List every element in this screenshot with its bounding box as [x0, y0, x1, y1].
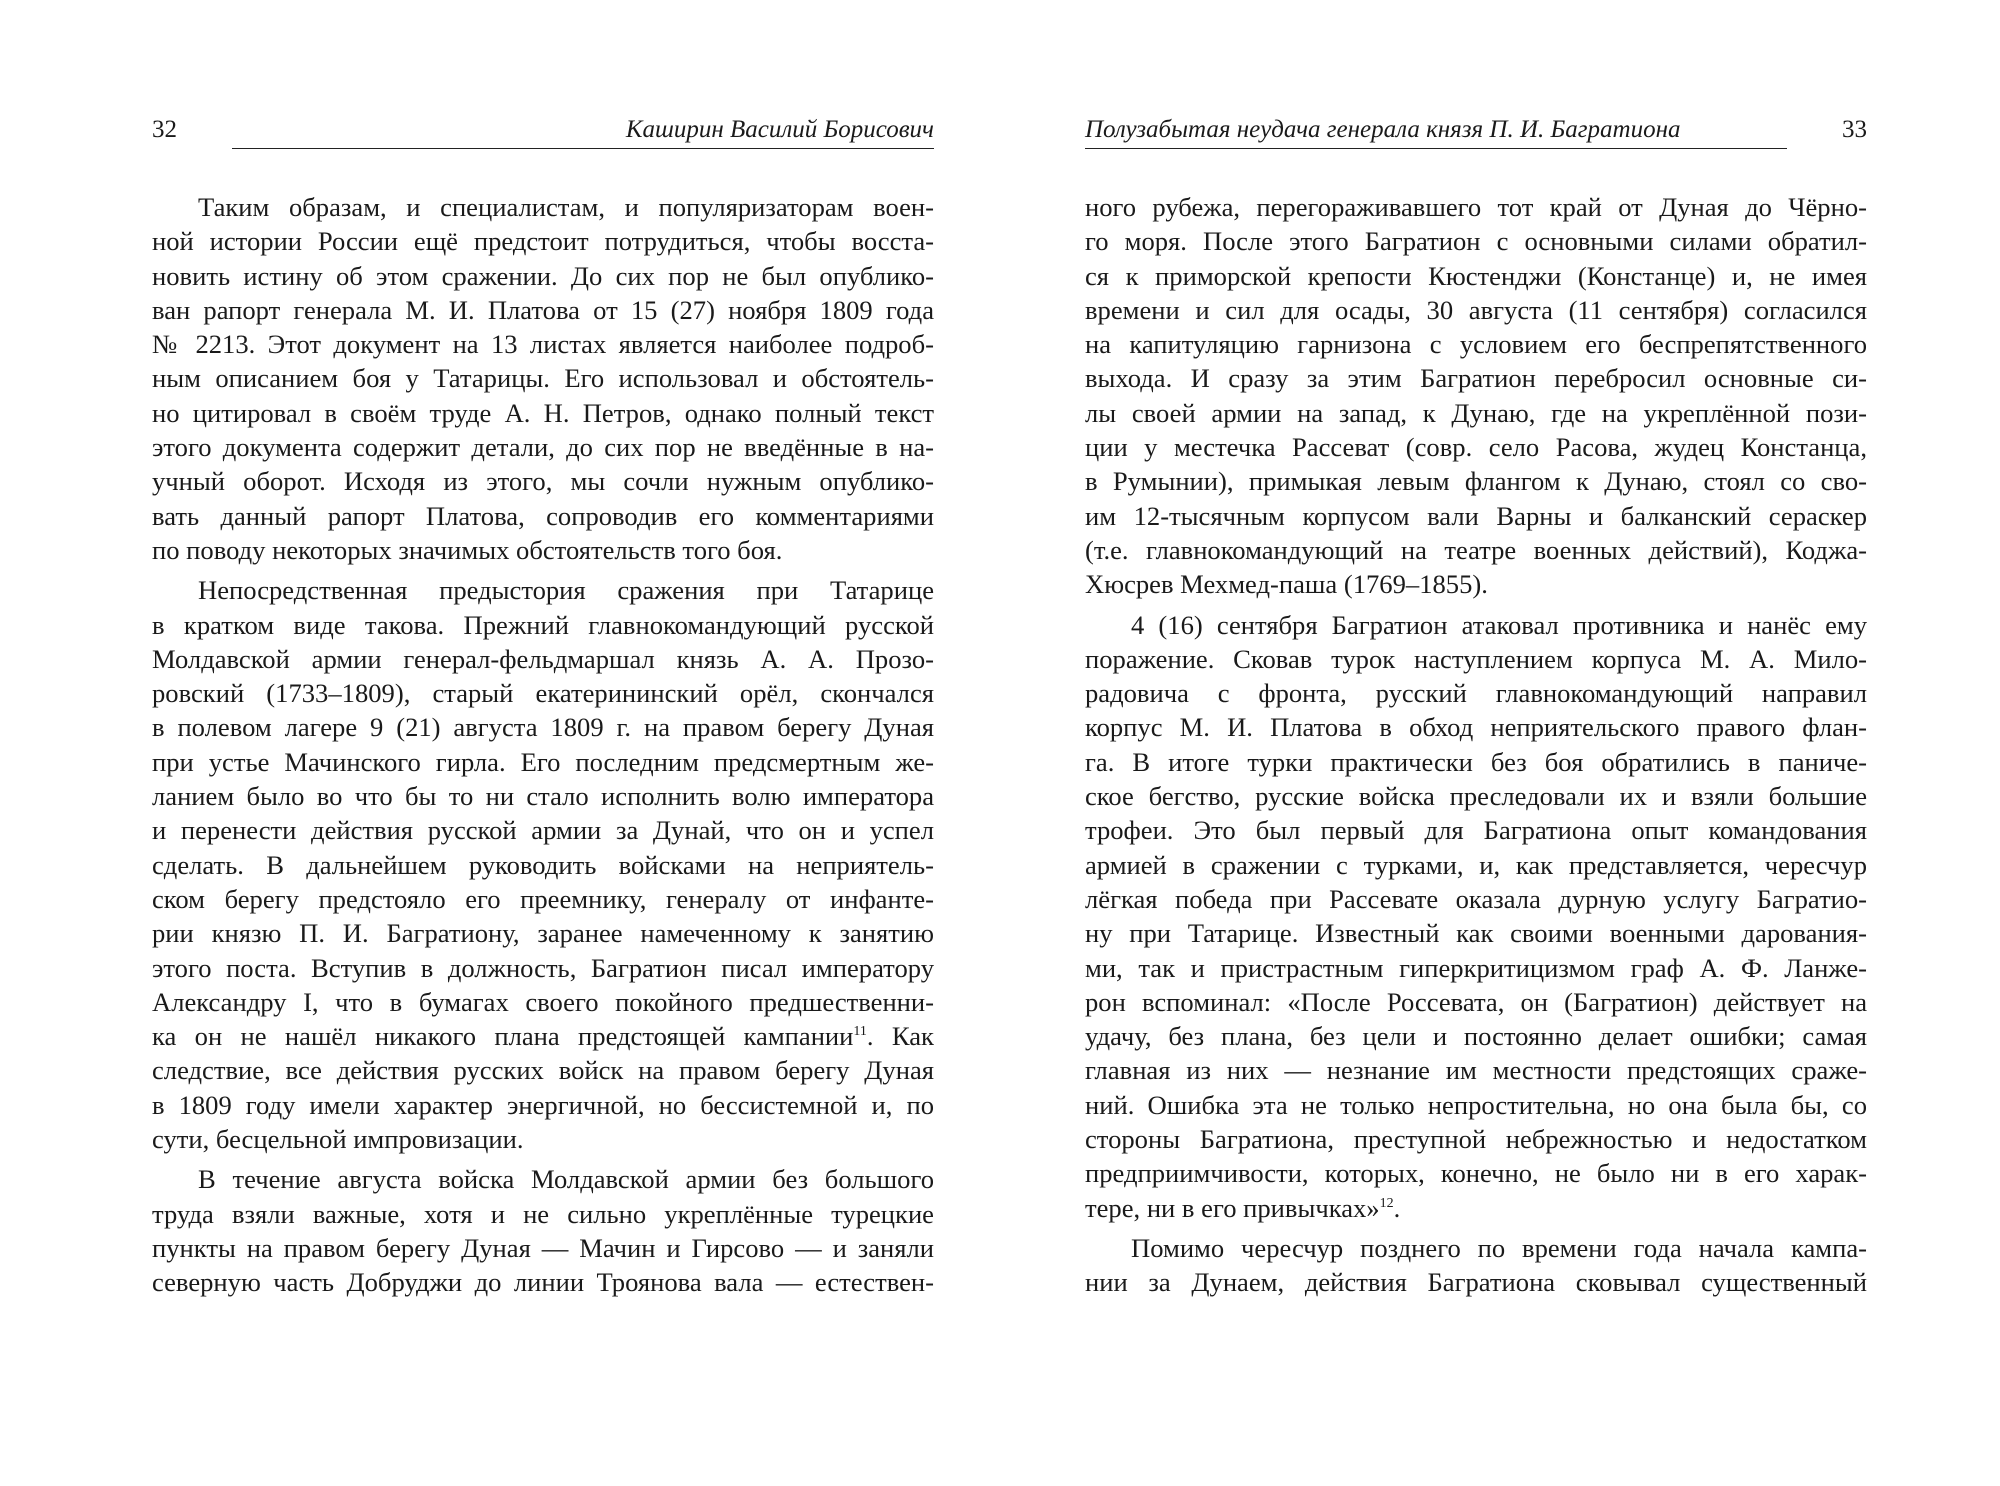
text-line: удачу, без плана, без цели и постоянно делает ошибки; самая	[1085, 1021, 1867, 1052]
text-line: при устье Мачинского гирла. Его последним предсмертным же-	[152, 746, 934, 777]
text-line: этого поста. Вступив в должность, Багратион писал императору	[152, 952, 934, 983]
text-line: сделать. В дальнейшем руководить войсками на неприятель-	[152, 849, 934, 880]
text-line: ным описанием боя у Татарицы. Его использовал и обстоятель-	[152, 363, 934, 394]
left-running-title: Каширин Василий Борисович	[625, 116, 934, 143]
text-line: рии князю П. И. Багратиону, заранее намеченному к занятию	[152, 918, 934, 949]
text-line: времени и сил для осады, 30 августа (11 сентября) согласился	[1085, 294, 1867, 325]
text-fragment: ка он не нашёл никакого плана предстоящей кампании	[152, 1021, 854, 1052]
text-line: Хюсрев Мехмед-паша (1769–1855).	[1085, 569, 1488, 600]
text-fragment: . Как	[866, 1021, 934, 1052]
text-line: трофеи. Это был первый для Багратиона опыт командования	[1085, 815, 1867, 846]
text-line-with-footnote	[152, 1019, 934, 1053]
left-page-number: 32	[152, 116, 177, 143]
right-running-head	[1085, 112, 1867, 148]
footnote-ref-11: 11	[853, 1024, 867, 1040]
text-line: В течение августа войска Молдавской армии без большого	[198, 1164, 934, 1195]
text-line: го моря. После этого Багратион с основными силами обратил-	[1085, 226, 1867, 257]
footnote-ref-12: 12	[1379, 1195, 1394, 1211]
text-fragment: тере, ни в его привычках»	[1085, 1192, 1380, 1223]
text-line: северную часть Добруджи до линии Троянова вала — естествен-	[152, 1267, 934, 1298]
text-line: сути, бесцельной импровизации.	[152, 1124, 524, 1155]
text-line: в кратком виде такова. Прежний главнокомандующий русской	[152, 609, 934, 640]
text-line: ван рапорт генерала М. И. Платова от 15 (27) ноября 1809 года	[152, 294, 934, 325]
text-line: ми, так и пристрастным гиперкритицизмом граф А. Ф. Ланже-	[1085, 952, 1867, 983]
text-line: ровский (1733–1809), старый екатерининский орёл, скончался	[152, 678, 934, 709]
text-line: ного рубежа, перегораживавшего тот край от Дуная до Чёрно-	[1085, 192, 1867, 222]
text-line: Таким образам, и специалистам, и популяризаторам воен-	[198, 192, 934, 222]
left-header-rule	[232, 148, 934, 149]
text-line: им 12-тысячным корпусом вали Варны и балканский сераскер	[1085, 500, 1867, 531]
text-line: лёгкая победа при Рассевате оказала дурную услугу Багратио-	[1085, 883, 1867, 914]
text-line: выхода. И сразу за этим Багратион перебросил основные си-	[1085, 363, 1867, 394]
text-line: Помимо чересчур позднего по времени года начала кампа-	[1131, 1232, 1867, 1263]
text-line-with-footnote	[1085, 1191, 1867, 1225]
text-line: рон вспоминал: «После Россевата, он (Багратион) действует на	[1085, 986, 1867, 1017]
text-line: труда взяли важные, хотя и не сильно укреплённые турецкие	[152, 1198, 934, 1229]
text-line: и перенести действия русской армии за Дунай, что он и успел	[152, 815, 934, 846]
left-body-text	[152, 190, 934, 1300]
right-page-number: 33	[1842, 116, 1867, 143]
text-line: ское бегство, русские войска преследовали их и взяли большие	[1085, 781, 1867, 812]
right-page	[1000, 0, 2000, 1486]
text-line: корпус М. И. Платова в обход неприятельского правого флан-	[1085, 712, 1867, 743]
text-line: учный оборот. Исходя из этого, мы сочли нужным опублико-	[152, 466, 934, 497]
text-line: ланием было во что бы то ни стало исполнить волю императора	[152, 781, 934, 812]
right-running-title: Полузабытая неудача генерала князя П. И. Багратиона	[1085, 116, 1681, 143]
right-header-rule	[1085, 148, 1787, 149]
text-line: пункты на правом берегу Дуная — Мачин и Гирсово — и заняли	[152, 1232, 934, 1263]
text-line: главная из них — незнание им местности предстоящих сраже-	[1085, 1055, 1867, 1086]
text-line: стороны Багратиона, преступной небрежностью и недостатком	[1085, 1124, 1867, 1155]
text-line: поражение. Сковав турок наступлением корпуса М. А. Мило-	[1085, 643, 1867, 674]
text-line: лы своей армии на запад, к Дунаю, где на укреплённой пози-	[1085, 397, 1867, 428]
text-line: Молдавской армии генерал-фельдмаршал князь А. А. Прозо-	[152, 643, 934, 674]
text-line: ний. Ошибка эта не только непростительна, но она была бы, со	[1085, 1089, 1867, 1120]
left-running-head	[152, 112, 934, 148]
text-line: ной истории России ещё предстоит потрудиться, чтобы восста-	[152, 226, 934, 257]
text-line: ском берегу предстояло его преемнику, генералу от инфанте-	[152, 883, 934, 914]
text-line: предприимчивости, которых, конечно, не было ни в его харак-	[1085, 1158, 1867, 1189]
text-line: армией в сражении с турками, и, как представляется, чересчур	[1085, 849, 1867, 880]
text-line: ся к приморской крепости Кюстенджи (Констанце) и, не имея	[1085, 260, 1867, 291]
text-line: в Румынии), примыкая левым флангом к Дунаю, стоял со сво-	[1085, 466, 1867, 497]
text-line: новить истину об этом сражении. До сих пор не был опублико-	[152, 260, 934, 291]
text-line: ну при Татарице. Известный как своими военными дарования-	[1085, 918, 1867, 949]
text-line: в 1809 году имели характер энергичной, но бессистемной и, по	[152, 1089, 934, 1120]
text-line: № 2213. Этот документ на 13 листах является наиболее подроб-	[152, 329, 934, 360]
text-fragment: .	[1393, 1192, 1401, 1223]
text-line: вать данный рапорт Платова, сопроводив его комментариями	[152, 500, 934, 531]
text-line: в полевом лагере 9 (21) августа 1809 г. на правом берегу Дуная	[152, 712, 934, 743]
text-line: следствие, все действия русских войск на правом берегу Дуная	[152, 1055, 934, 1086]
text-line: на капитуляцию гарнизона с условием его беспрепятственного	[1085, 329, 1867, 360]
text-line: этого документа содержит детали, до сих пор не введённые в на-	[152, 432, 934, 463]
text-line: га. В итоге турки практически без боя обратились в паниче-	[1085, 746, 1867, 777]
text-line: ции у местечка Рассеват (совр. село Расова, жудец Констанца,	[1085, 432, 1867, 463]
text-line: по поводу некоторых значимых обстоятельств того боя.	[152, 534, 783, 565]
text-line: Непосредственная предыстория сражения при Татарице	[198, 575, 934, 606]
text-line: 4 (16) сентября Багратион атаковал противника и нанёс ему	[1131, 609, 1867, 640]
right-body-text	[1085, 190, 1867, 1300]
text-line: Александру I, что в бумагах своего покойного предшественни-	[152, 986, 934, 1017]
text-line: нии за Дунаем, действия Багратиона сковывал существенный	[1085, 1267, 1867, 1298]
text-line: (т.е. главнокомандующий на театре военных действий), Коджа-	[1085, 534, 1867, 565]
text-line: радовича с фронта, русский главнокомандующий направил	[1085, 678, 1867, 709]
text-line: но цитировал в своём труде А. Н. Петров, однако полный текст	[152, 397, 934, 428]
